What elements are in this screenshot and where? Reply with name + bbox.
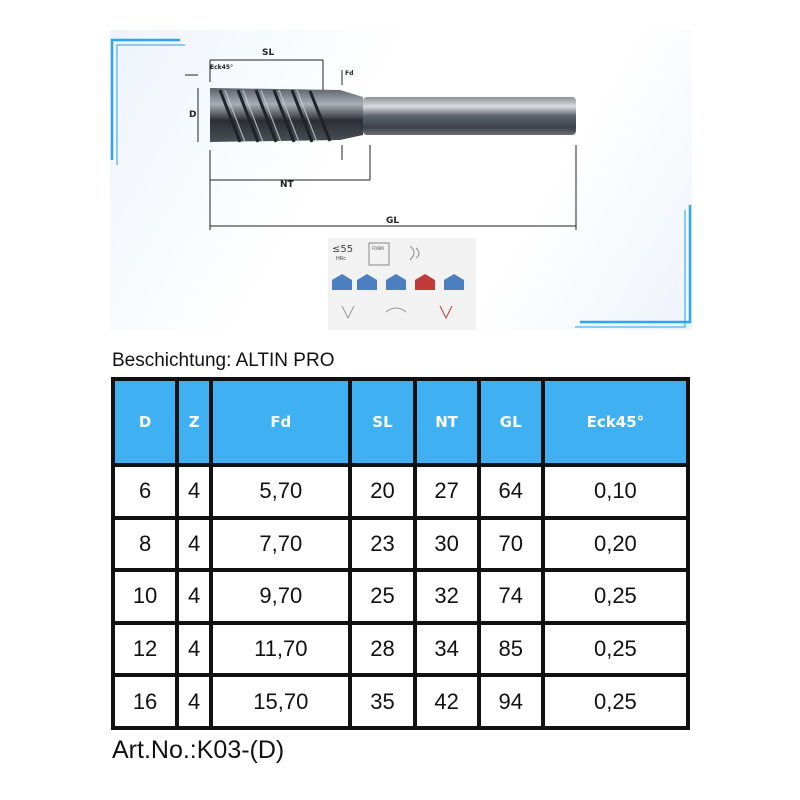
- dimensions-table-grid: [111, 377, 690, 730]
- dimension-lines: [185, 60, 576, 230]
- cell-gl: 94: [481, 677, 541, 726]
- cell-fd: 11,70: [213, 625, 348, 674]
- cell-nt: 34: [417, 625, 477, 674]
- cell-sl: 25: [352, 572, 412, 621]
- cell-sl: 28: [352, 625, 412, 674]
- cell-eck45: 0,25: [545, 625, 686, 674]
- label-sl: SL: [262, 48, 275, 58]
- cell-fd: 7,70: [213, 520, 348, 569]
- cell-sl: 20: [352, 467, 412, 516]
- table-row: [115, 625, 686, 674]
- header-d: D: [115, 381, 175, 463]
- dimensions-table: [111, 377, 690, 730]
- end-mill-tool: [210, 88, 576, 142]
- label-nt: NT: [280, 180, 294, 190]
- table-header-row: [115, 381, 686, 463]
- form-icon: FORM: [372, 246, 384, 251]
- coating-label: Beschichtung: ALTIN PRO: [112, 350, 335, 371]
- cell-fd: 9,70: [213, 572, 348, 621]
- cell-gl: 85: [481, 625, 541, 674]
- cell-sl: 35: [352, 677, 412, 726]
- cell-gl: 74: [481, 572, 541, 621]
- cell-nt: 30: [417, 520, 477, 569]
- cell-d: 8: [115, 520, 175, 569]
- header-z: Z: [179, 381, 209, 463]
- cell-gl: 64: [481, 467, 541, 516]
- cell-fd: 5,70: [213, 467, 348, 516]
- article-number: Art.No.:K03-(D): [112, 736, 285, 764]
- cell-eck45: 0,25: [545, 677, 686, 726]
- cell-d: 16: [115, 677, 175, 726]
- table-row: [115, 467, 686, 516]
- cell-nt: 42: [417, 677, 477, 726]
- label-d: D: [189, 110, 197, 120]
- table-row: [115, 572, 686, 621]
- cell-z: 4: [179, 467, 209, 516]
- cell-eck45: 0,25: [545, 572, 686, 621]
- cell-gl: 70: [481, 520, 541, 569]
- table-row: [115, 520, 686, 569]
- cell-z: 4: [179, 520, 209, 569]
- cell-nt: 27: [417, 467, 477, 516]
- table-row: [115, 677, 686, 726]
- header-gl: GL: [481, 381, 541, 463]
- cell-fd: 15,70: [213, 677, 348, 726]
- header-sl: SL: [352, 381, 412, 463]
- cell-d: 10: [115, 572, 175, 621]
- cell-z: 4: [179, 625, 209, 674]
- label-fd: Fd: [345, 70, 354, 77]
- cell-z: 4: [179, 572, 209, 621]
- hardness-icon: ≤55: [332, 244, 354, 255]
- tool-diagram: [110, 30, 692, 330]
- cell-d: 12: [115, 625, 175, 674]
- header-fd: Fd: [213, 381, 348, 463]
- label-gl: GL: [386, 216, 400, 226]
- cell-nt: 32: [417, 572, 477, 621]
- label-eck45: Eck45°: [210, 64, 233, 71]
- cell-z: 4: [179, 677, 209, 726]
- cell-sl: 23: [352, 520, 412, 569]
- cell-eck45: 0,10: [545, 467, 686, 516]
- hardness-unit: HRc: [336, 256, 346, 262]
- cell-eck45: 0,20: [545, 520, 686, 569]
- cell-d: 6: [115, 467, 175, 516]
- diagram-frame: [110, 30, 692, 330]
- header-nt: NT: [417, 381, 477, 463]
- header-eck45: Eck45°: [545, 381, 686, 463]
